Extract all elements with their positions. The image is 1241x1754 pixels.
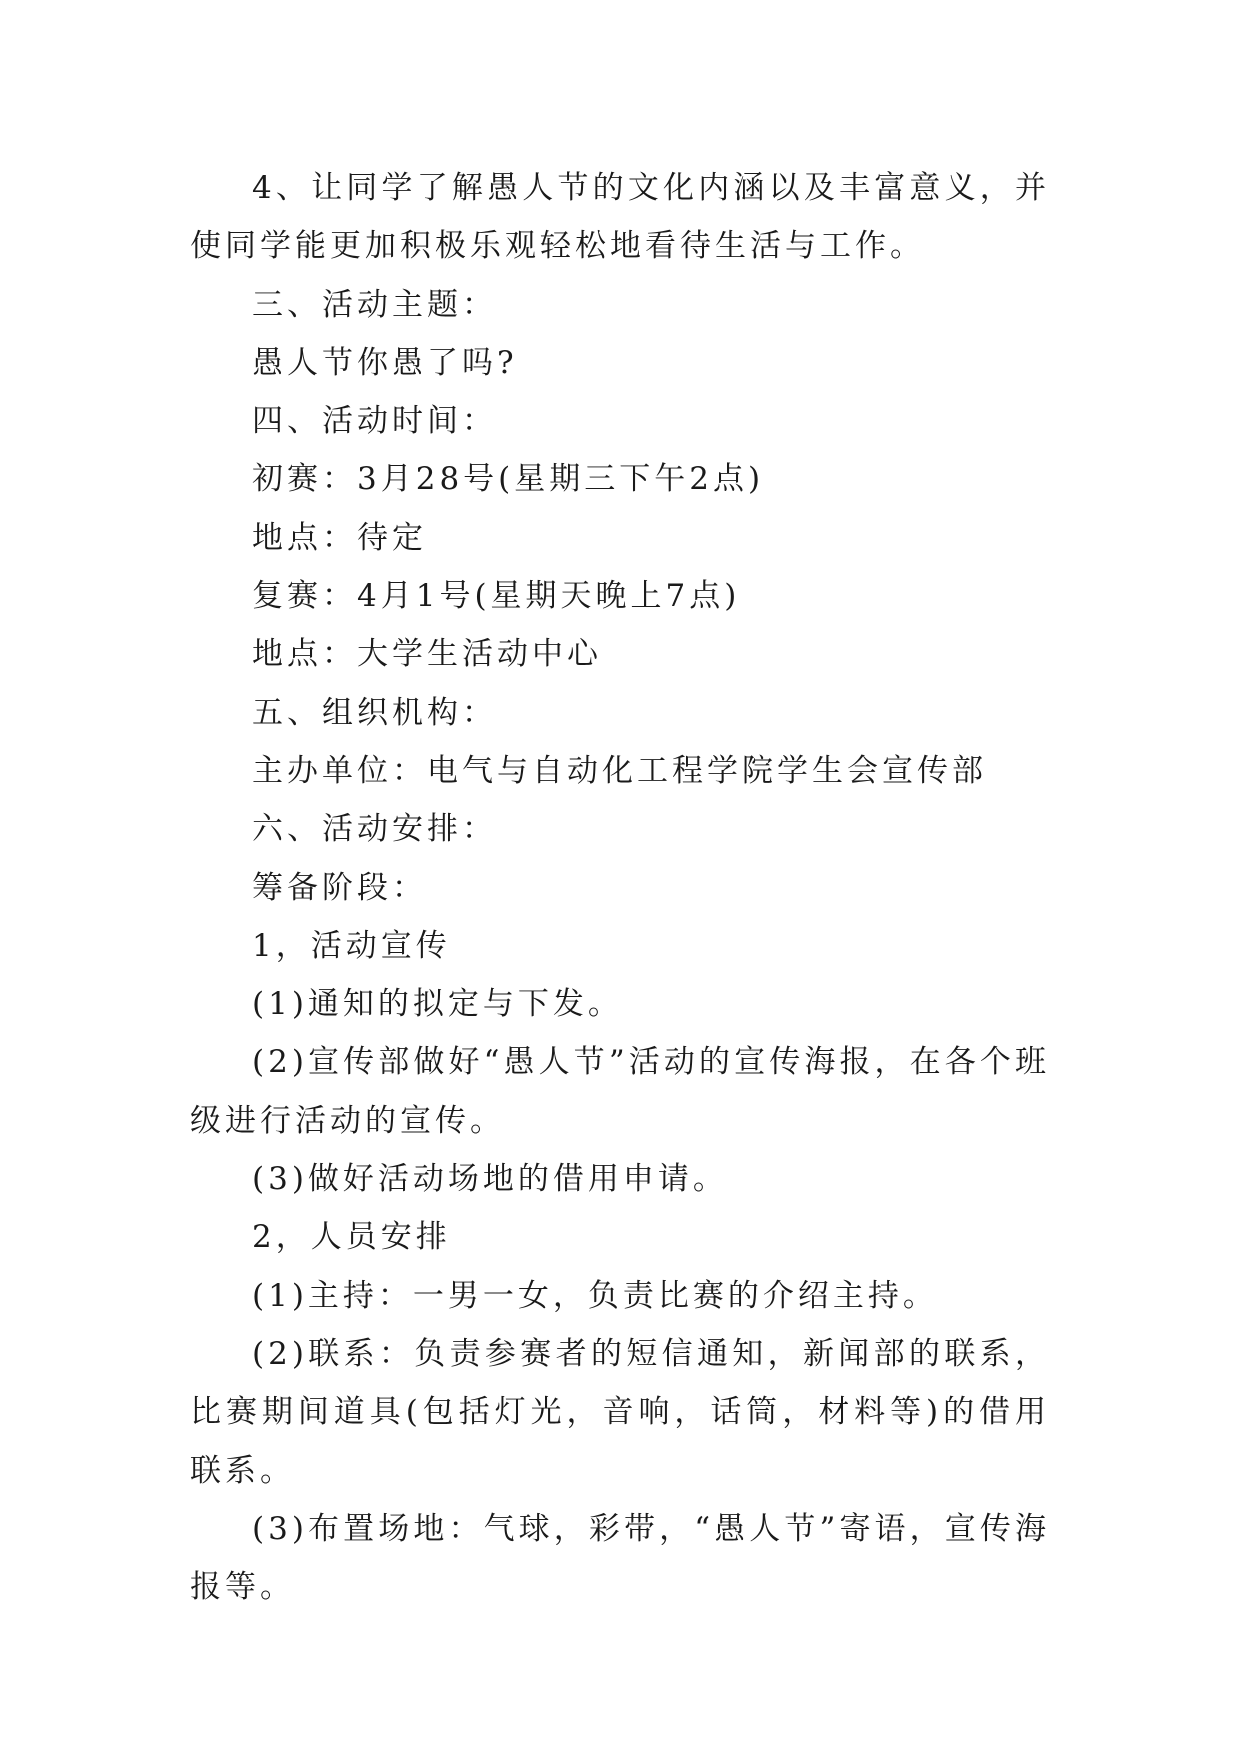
paragraph-preliminary-location: 地点：待定: [252, 519, 427, 556]
paragraph-staffing: 2，人员安排: [252, 1219, 451, 1256]
paragraph-semifinal-location: 地点：大学生活动中心: [252, 636, 602, 673]
document-body: [190, 159, 1050, 1616]
heading-organization: 五、组织机构：: [252, 694, 497, 731]
heading-activity-theme: 三、活动主题：: [252, 286, 497, 323]
heading-activity-arrangement: 六、活动安排：: [252, 811, 497, 848]
paragraph-goal-4: 4、让同学了解愚人节的文化内涵以及丰富意义，并使同学能更加积极乐观轻松地看待生活与工作。: [190, 170, 1050, 265]
list-item-notice: (1)通知的拟定与下发。: [252, 986, 623, 1023]
paragraph-publicity: 1，活动宣传: [252, 927, 451, 964]
heading-activity-time: 四、活动时间：: [252, 403, 497, 440]
paragraph-preliminary: 初赛：3月28号(星期三下午2点): [252, 461, 765, 498]
paragraph-organizer: 主办单位：电气与自动化工程学院学生会宣传部: [252, 752, 987, 789]
list-item-venue-application: (3)做好活动场地的借用申请。: [252, 1161, 728, 1198]
list-item-contact: (2)联系：负责参赛者的短信通知，新闻部的联系，比赛期间道具(包括灯光，音响，话筒，材料等)的借用联系。: [190, 1335, 1050, 1489]
list-item-host: (1)主持：一男一女，负责比赛的介绍主持。: [252, 1277, 938, 1314]
paragraph-semifinal: 复赛：4月1号(星期天晚上7点): [252, 578, 741, 615]
paragraph-theme: 愚人节你愚了吗?: [252, 344, 518, 381]
paragraph-preparation-stage: 筹备阶段：: [252, 869, 427, 906]
list-item-poster: (2)宣传部做好“愚人节”活动的宣传海报，在各个班级进行活动的宣传。: [190, 1044, 1050, 1139]
list-item-venue-setup: (3)布置场地：气球，彩带，“愚人节”寄语，宣传海报等。: [190, 1510, 1050, 1606]
